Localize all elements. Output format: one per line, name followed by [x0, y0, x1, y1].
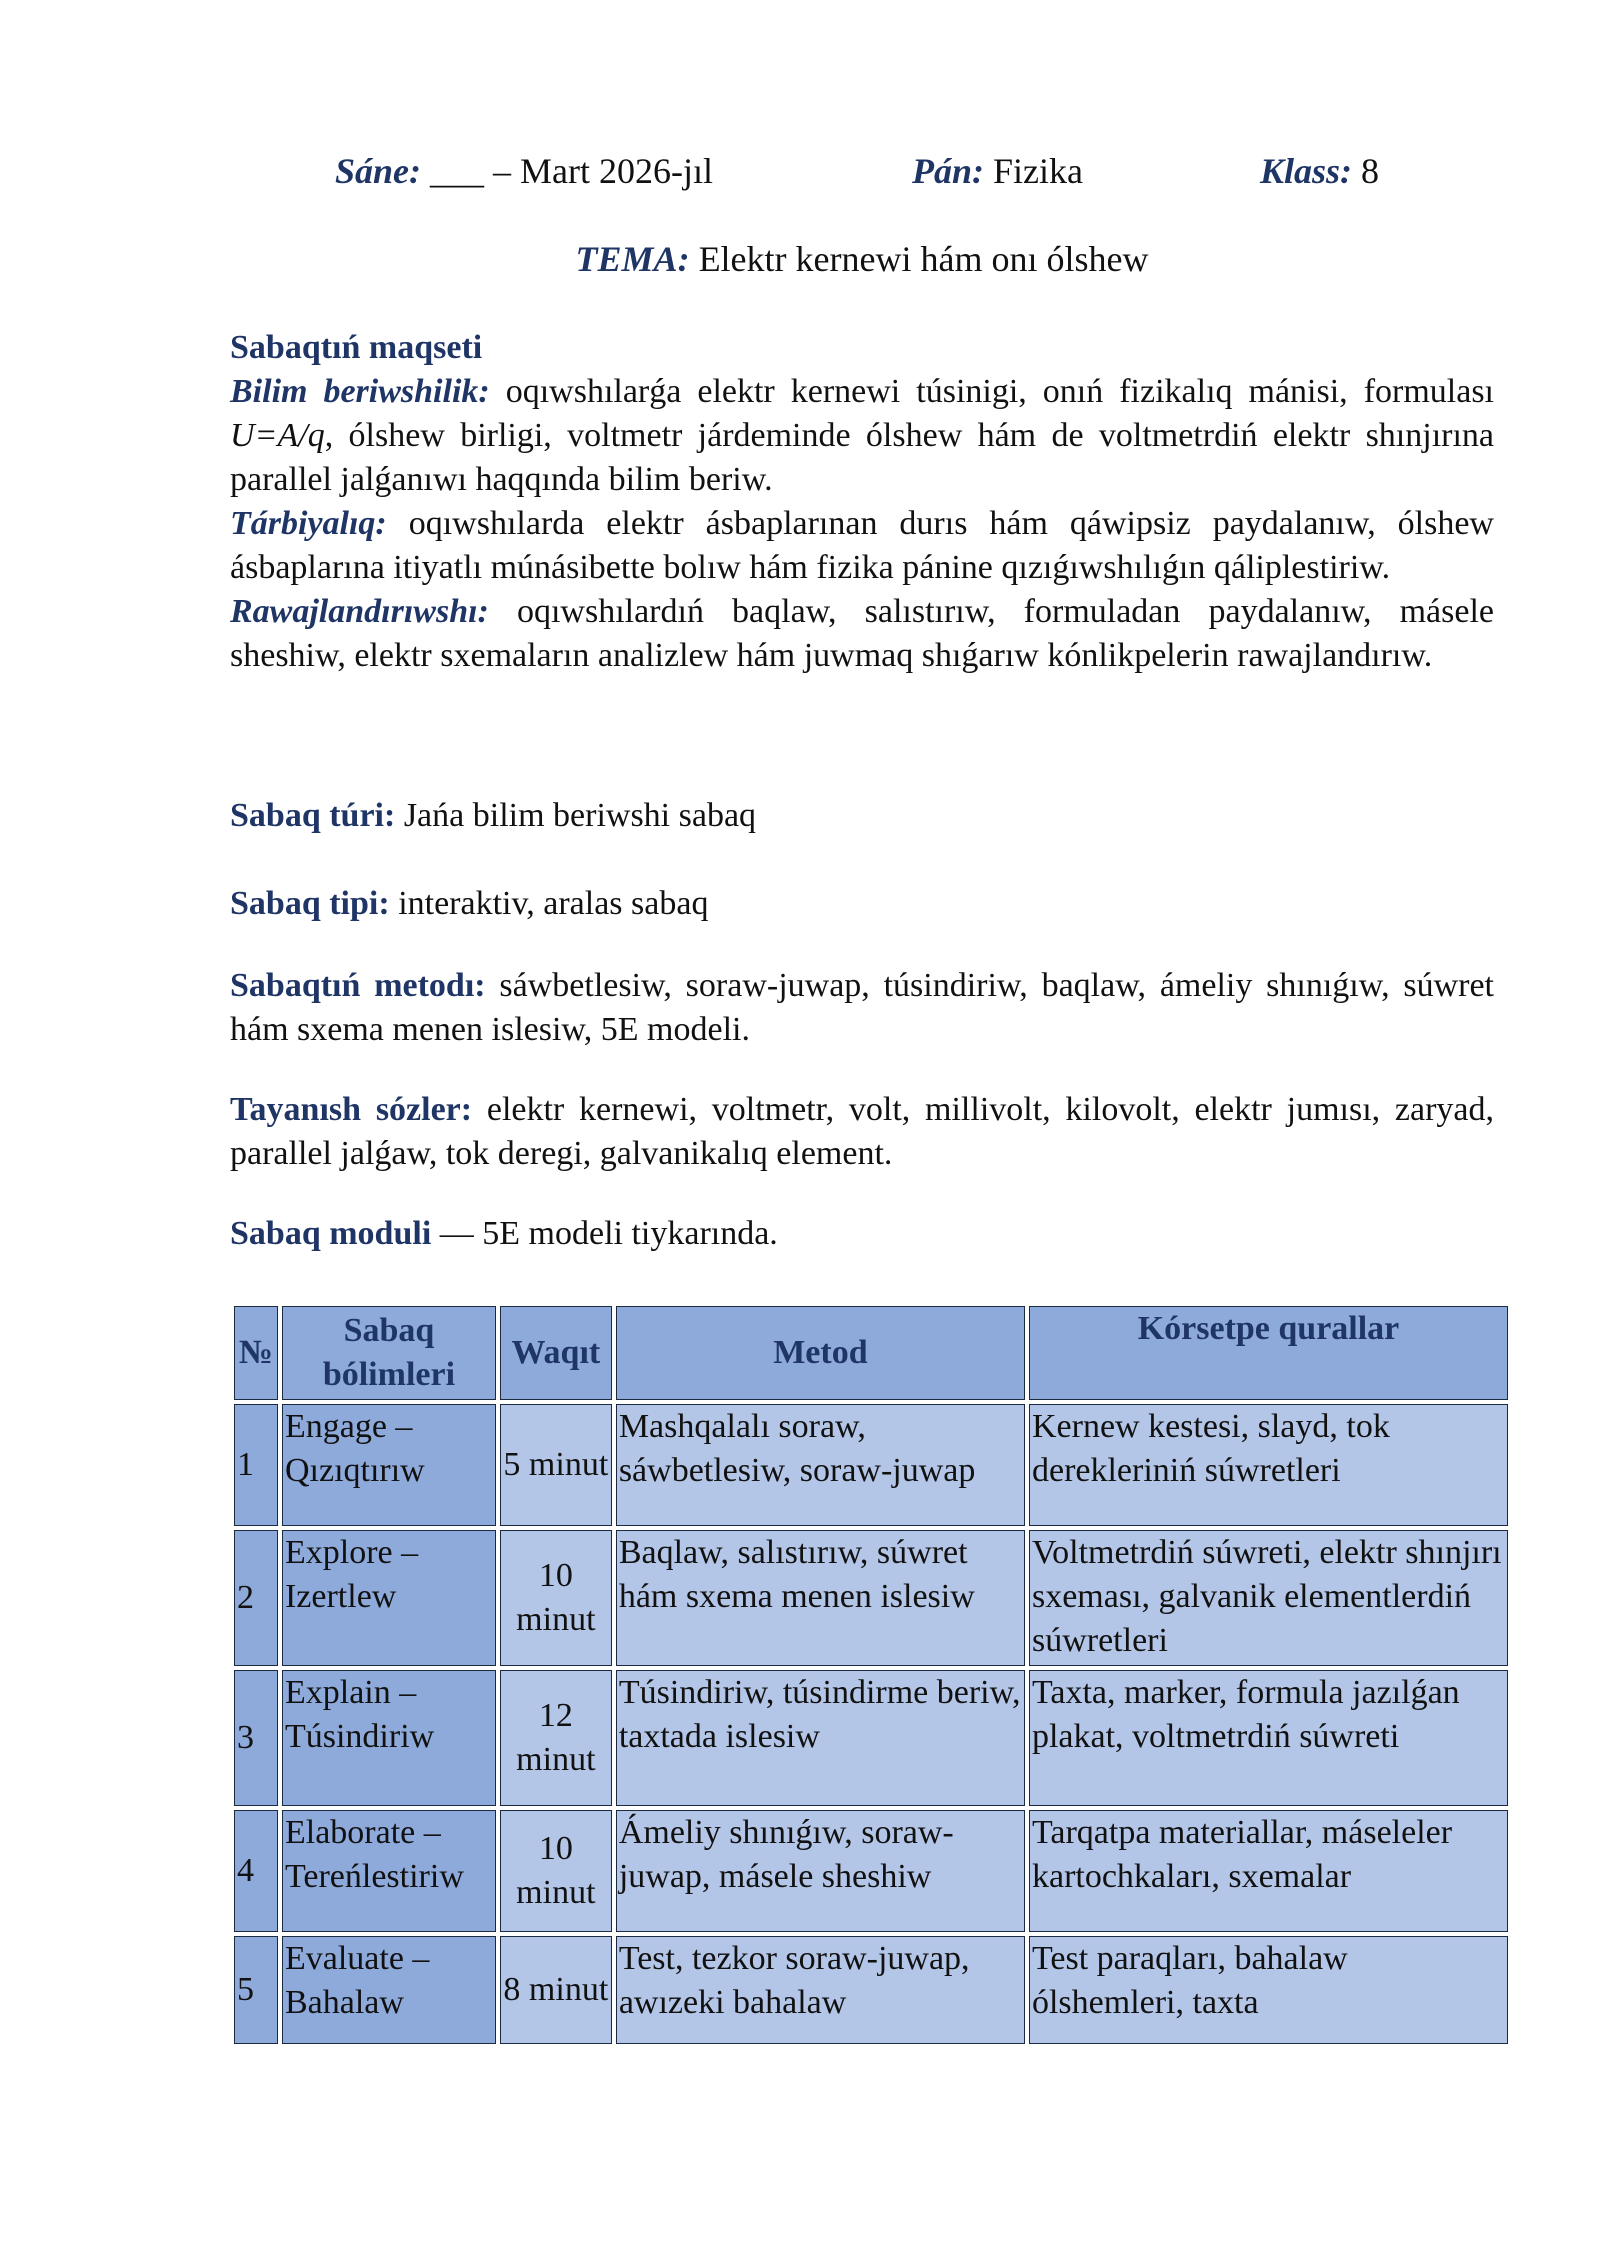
row-number: 2: [234, 1530, 278, 1666]
date-field: [335, 150, 713, 192]
row-stage: Elaborate – Tereńlestiriw: [282, 1810, 496, 1932]
class-label: Klass:: [1260, 151, 1353, 191]
education-text-1: oqıwshılarǵa elektr kernewi túsinigi, onıń fizikalıq mánisi, formulası: [489, 373, 1494, 410]
header-number: №: [234, 1306, 278, 1400]
row-number: 1: [234, 1404, 278, 1526]
lesson-type-label: Sabaq tipi:: [230, 885, 390, 922]
row-tools: Kernew kestesi, slayd, tok derekleriniń súwretleri: [1029, 1404, 1508, 1526]
table-header-row: [234, 1306, 1508, 1400]
header-stages: Sabaq bólimleri: [282, 1306, 496, 1400]
topic-value: Elektr kernewi hám onı ólshew: [689, 239, 1149, 279]
module-table: [230, 1302, 1512, 2048]
header-tools: Kórsetpe qurallar: [1029, 1306, 1508, 1400]
keywords: [230, 1088, 1494, 1176]
lesson-type-value: interaktiv, aralas sabaq: [389, 885, 709, 922]
lesson-method: [230, 964, 1494, 1052]
lesson-module: [230, 1212, 1494, 1256]
goal-upbringing: [230, 502, 1494, 590]
subject-label: Pán:: [912, 151, 984, 191]
subject-value: Fizika: [984, 151, 1083, 191]
header-line: [230, 150, 1494, 200]
table-row: [234, 1404, 1508, 1526]
row-method: Mashqalalı soraw, sáwbetlesiw, soraw-juwap: [616, 1404, 1025, 1526]
row-tools: Test paraqları, bahalaw ólshemleri, taxta: [1029, 1936, 1508, 2044]
row-stage: Engage – Qızıqtırıw: [282, 1404, 496, 1526]
lesson-kind-label: Sabaq túri:: [230, 797, 396, 834]
table-row: [234, 1810, 1508, 1932]
row-time: 10 minut: [500, 1530, 612, 1666]
date-label: Sáne:: [335, 151, 422, 191]
table-row: [234, 1936, 1508, 2044]
lesson-method-value: sáwbetlesiw, soraw-juwap, túsindiriw, baqlaw, ámeliy shınıǵıw, súwret hám sxema menen islesiw, 5E modeli.: [230, 967, 1494, 1048]
row-method: Túsindiriw, túsindirme beriw, taxtada islesiw: [616, 1670, 1025, 1806]
row-method: Ámeliy shınıǵıw, soraw-juwap, másele sheshiw: [616, 1810, 1025, 1932]
header-method: Metod: [616, 1306, 1025, 1400]
row-stage: Evaluate – Bahalaw: [282, 1936, 496, 2044]
development-label: Rawajlandırıwshı:: [230, 593, 489, 630]
row-number: 5: [234, 1936, 278, 2044]
date-value: ___ – Mart 2026-jıl: [421, 151, 713, 191]
row-tools: Tarqatpa materiallar, máseleler kartochkaları, sxemalar: [1029, 1810, 1508, 1932]
module-label: Sabaq moduli: [230, 1215, 432, 1252]
table-row: [234, 1670, 1508, 1806]
upbringing-text: oqıwshılarda elektr ásbaplarınan durıs hám qáwipsiz paydalanıw, ólshew ásbaplarına itiyatlı múnásibette bolıw hám fizika pánine qızıǵıwshılıǵın qáliplestiriw.: [230, 505, 1494, 586]
lesson-method-label: Sabaqtıń metodı:: [230, 967, 486, 1004]
row-number: 4: [234, 1810, 278, 1932]
lesson-type: [230, 882, 1494, 926]
goals-section: [230, 326, 1494, 678]
goal-education: [230, 370, 1494, 502]
module-value: — 5E modeli tiykarında.: [431, 1215, 778, 1252]
class-field: [1260, 150, 1379, 192]
upbringing-label: Tárbiyalıq:: [230, 505, 387, 542]
subject-field: [912, 150, 1083, 192]
row-stage: Explore – Izertlew: [282, 1530, 496, 1666]
goal-development: [230, 590, 1494, 678]
row-number: 3: [234, 1670, 278, 1806]
education-formula: U=A/q: [230, 417, 325, 454]
development-text: oqıwshılardıń baqlaw, salıstırıw, formuladan paydalanıw, másele sheshiw, elektr sxemaların analizlew hám juwmaq shıǵarıw kónlikpelerin rawajlandırıw.: [230, 593, 1494, 674]
keywords-label: Tayanısh sózler:: [230, 1091, 473, 1128]
education-text-2: , ólshew birligi, voltmetr járdeminde ólshew hám de voltmetrdiń elektr shınjırına parallel jalǵanıwı haqqında bilim beriw.: [230, 417, 1494, 498]
header-time: Waqıt: [500, 1306, 612, 1400]
row-time: 12 minut: [500, 1670, 612, 1806]
lesson-kind: [230, 794, 1494, 838]
table-row: [234, 1530, 1508, 1666]
row-time: 5 minut: [500, 1404, 612, 1526]
row-stage: Explain – Túsindiriw: [282, 1670, 496, 1806]
row-time: 8 minut: [500, 1936, 612, 2044]
goals-heading: Sabaqtıń maqseti: [230, 329, 483, 366]
topic-line: [230, 238, 1494, 280]
row-tools: Voltmetrdiń súwreti, elektr shınjırı sxeması, galvanik elementlerdiń súwretleri: [1029, 1530, 1508, 1666]
row-time: 10 minut: [500, 1810, 612, 1932]
row-tools: Taxta, marker, formula jazılǵan plakat, voltmetrdiń súwreti: [1029, 1670, 1508, 1806]
lesson-kind-value: Jańa bilim beriwshi sabaq: [395, 797, 757, 834]
row-method: Test, tezkor soraw-juwap, awızeki bahalaw: [616, 1936, 1025, 2044]
row-method: Baqlaw, salıstırıw, súwret hám sxema menen islesiw: [616, 1530, 1025, 1666]
class-value: 8: [1352, 151, 1380, 191]
topic-label: TEMA:: [575, 239, 690, 279]
education-label: Bilim beriwshilik:: [230, 373, 490, 410]
keywords-value: elektr kernewi, voltmetr, volt, millivolt, kilovolt, elektr jumısı, zaryad, parallel jalǵaw, tok deregi, galvanikalıq element.: [230, 1091, 1495, 1172]
